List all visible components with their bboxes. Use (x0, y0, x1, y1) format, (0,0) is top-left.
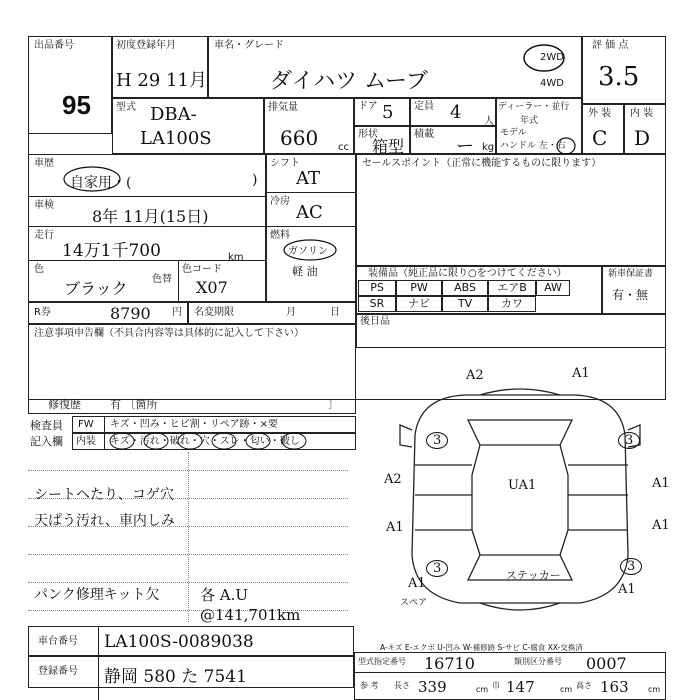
damage-mark: A1 (652, 476, 670, 491)
shaken-value: 8年 11月(15日) (92, 207, 209, 226)
registration-label: 登録番号 (38, 666, 78, 677)
km-unit: km (228, 252, 244, 263)
repair-close: 〕 (328, 398, 339, 411)
spare-label: スペア (400, 598, 428, 608)
fuel-diesel: 軽 油 (292, 265, 318, 278)
capacity-label: 定員 (414, 101, 434, 112)
damage-mark: A1 (618, 582, 636, 597)
ac-value: AC (296, 202, 323, 223)
warranty-value: 有・無 (612, 288, 649, 302)
note-divider (188, 452, 189, 622)
fuel-label: 燃料 (270, 230, 290, 241)
tire-tread-mark: 3 (618, 432, 640, 449)
equipment-item: ABS (442, 280, 488, 296)
handle-label: ハンドル 左・右 (500, 141, 566, 151)
row-line (266, 192, 356, 193)
post-install-box (356, 314, 666, 348)
kg-unit: kg (482, 142, 495, 153)
month-label: 月 (286, 307, 296, 318)
damage-legend: A-キズ E-エクボ U-凹み W-補修跡 S-サビ C-腐食 XX-交換済 (380, 643, 583, 652)
lot-label: 出品番号 (34, 40, 74, 51)
dealer-label: ディーラー・並行 (498, 102, 570, 112)
history-value: 自家用・( (70, 175, 132, 191)
note-handwritten-4: 各 A.U (200, 586, 249, 604)
displacement-label: 排気量 (268, 102, 298, 113)
car-name-value: ダイハツ ムーブ (270, 69, 428, 94)
shaken-label: 車検 (34, 200, 54, 211)
payload-value: ー (456, 136, 474, 157)
yen-unit: 円 (172, 307, 182, 318)
equipment-item: エアB (488, 280, 536, 296)
interior-circle-marks (108, 431, 358, 451)
repair-value: 有 〔箇所 (110, 398, 158, 411)
interior-value: D (634, 126, 651, 150)
height-value: 163 (600, 678, 629, 696)
year-label: 年式 (520, 116, 539, 126)
class-label: 類別区分番号 (514, 657, 562, 666)
color-code-value: X07 (196, 278, 228, 297)
capacity-unit: 人 (484, 116, 494, 127)
col-line (104, 416, 105, 450)
drive-2wd: 2WD (540, 52, 564, 63)
post-install-label: 後日品 (360, 316, 390, 327)
warranty-label: 新車保証書 (608, 269, 654, 279)
fw-items: キズ・凹み・ヒビ割・リペア跡・×要 (110, 419, 278, 430)
color-change-label: 色替 (152, 274, 172, 285)
equipment-item: TV (442, 296, 488, 312)
width-cm: cm (560, 685, 573, 694)
row-line (28, 196, 266, 197)
equipment-item: カワ (488, 296, 536, 312)
name-change-label: 名変期限 (194, 307, 234, 318)
type-cert-label: 型式指定番号 (358, 657, 406, 666)
model-label: 型式 (116, 102, 136, 113)
shape-label: 形状 (358, 129, 378, 140)
equipment-item: ナビ (396, 296, 442, 312)
score-label: 評 価 点 (592, 40, 629, 51)
handle-right-circle (556, 137, 576, 155)
note-handwritten-5: @141,701km (200, 606, 301, 624)
color-code-label: 色コード (182, 264, 222, 275)
sales-point-label: セールスポイント（正常に機能するものに限ります） (362, 158, 602, 169)
cc-unit: cc (338, 142, 349, 153)
score-value: 3.5 (598, 62, 640, 92)
inspector-label: 検査員 (30, 419, 63, 432)
recycle-box (28, 302, 188, 324)
ac-label: 冷房 (270, 196, 290, 207)
equipment-label: 装備品（純正品に限り○をつけてください） (368, 268, 567, 279)
fw-label: FW (78, 419, 94, 430)
row-line (266, 226, 356, 227)
notes-label: 注意事項申告欄（不具合内容等は具体的に記入して下さい） (34, 328, 304, 339)
damage-mark: A1 (386, 520, 404, 535)
drive-4wd: 4WD (540, 78, 564, 89)
note-handwritten-2: 天ぱう汚れ、車内しみ (34, 513, 175, 529)
col-line (178, 260, 179, 302)
day-label: 日 (330, 307, 340, 318)
interior-label: 内 装 (630, 108, 654, 119)
equipment-item: SR (358, 296, 396, 312)
drive-circle-mark (520, 40, 570, 76)
equipment-item: PS (358, 280, 396, 296)
history-label: 車歴 (34, 158, 54, 169)
chassis-value: LA100S-0089038 (104, 632, 254, 652)
height-cm: cm (648, 685, 661, 694)
note-handwritten-3: パンク修理キット欠 (34, 587, 160, 603)
width-label: 巾 (492, 681, 500, 690)
chassis-label: 車台番号 (38, 636, 78, 647)
sales-point-box (356, 154, 666, 266)
displacement-value: 660 (280, 126, 319, 150)
history-close: ) (252, 172, 258, 188)
length-label: 長さ (394, 681, 410, 690)
mileage-value: 14万1千700 (62, 241, 161, 261)
first-reg-label: 初度登録年月 (116, 40, 176, 51)
model-value-2: LA100S (140, 128, 212, 149)
model-value-1: DBA- (150, 104, 197, 125)
length-cm: cm (476, 685, 489, 694)
shape-value: 箱型 (372, 137, 405, 156)
shift-value: AT (296, 168, 321, 189)
recycle-label: R券 (34, 307, 51, 318)
repair-label: 修復歴 (48, 398, 81, 411)
tire-tread-mark: 3 (426, 432, 448, 449)
capacity-value: 4 (450, 102, 462, 123)
equipment-item: AW (536, 280, 570, 296)
shift-label: シフト (270, 158, 300, 169)
sticker-label: ステッカー (506, 569, 561, 582)
model-year-label: モデル (500, 128, 527, 138)
entry-label: 記入欄 (30, 435, 63, 448)
damage-mark: A2 (384, 472, 402, 487)
payload-label: 積載 (414, 129, 434, 140)
tire-tread-mark: 3 (426, 560, 448, 577)
lot-number: 95 (62, 90, 91, 120)
class-value: 0007 (586, 654, 627, 673)
registration-value: 静岡 580 た 7541 (104, 667, 247, 687)
tire-tread-mark: 3 (620, 558, 642, 575)
interior-row-label: 内装 (76, 436, 96, 447)
length-value: 339 (418, 678, 447, 696)
color-label: 色 (34, 264, 44, 275)
damage-mark: A1 (572, 366, 590, 381)
width-value: 147 (506, 678, 535, 696)
first-reg-value: H 29 11月 (116, 70, 207, 91)
equipment-item: PW (396, 280, 442, 296)
car-name-label: 車名・グレード (214, 40, 284, 51)
exterior-value: C (592, 126, 608, 150)
height-label: 高さ (576, 681, 592, 690)
damage-mark: A1 (652, 518, 670, 533)
fuel-circle-mark (282, 238, 340, 262)
damage-mark: A2 (466, 368, 484, 383)
exterior-label: 外 装 (588, 108, 612, 119)
doors-label: ドア (358, 101, 378, 112)
ref-label: 参 考 (360, 681, 379, 690)
doors-value: 5 (382, 102, 394, 123)
mileage-label: 走行 (34, 230, 54, 241)
interior-items: キズ・汚れ・破れ・穴・スレ・匂い・破し (110, 436, 300, 447)
damage-mark: A1 (408, 576, 426, 591)
type-cert-value: 16710 (424, 654, 475, 673)
damage-mark: UA1 (508, 478, 537, 493)
recycle-value: 8790 (110, 304, 151, 323)
note-handwritten-1: シートヘたり、コゲ穴 (34, 487, 174, 503)
color-value: ブラック (64, 279, 128, 298)
fuel-gasoline: ガソリン (288, 246, 328, 257)
history-circle-mark (62, 164, 124, 194)
